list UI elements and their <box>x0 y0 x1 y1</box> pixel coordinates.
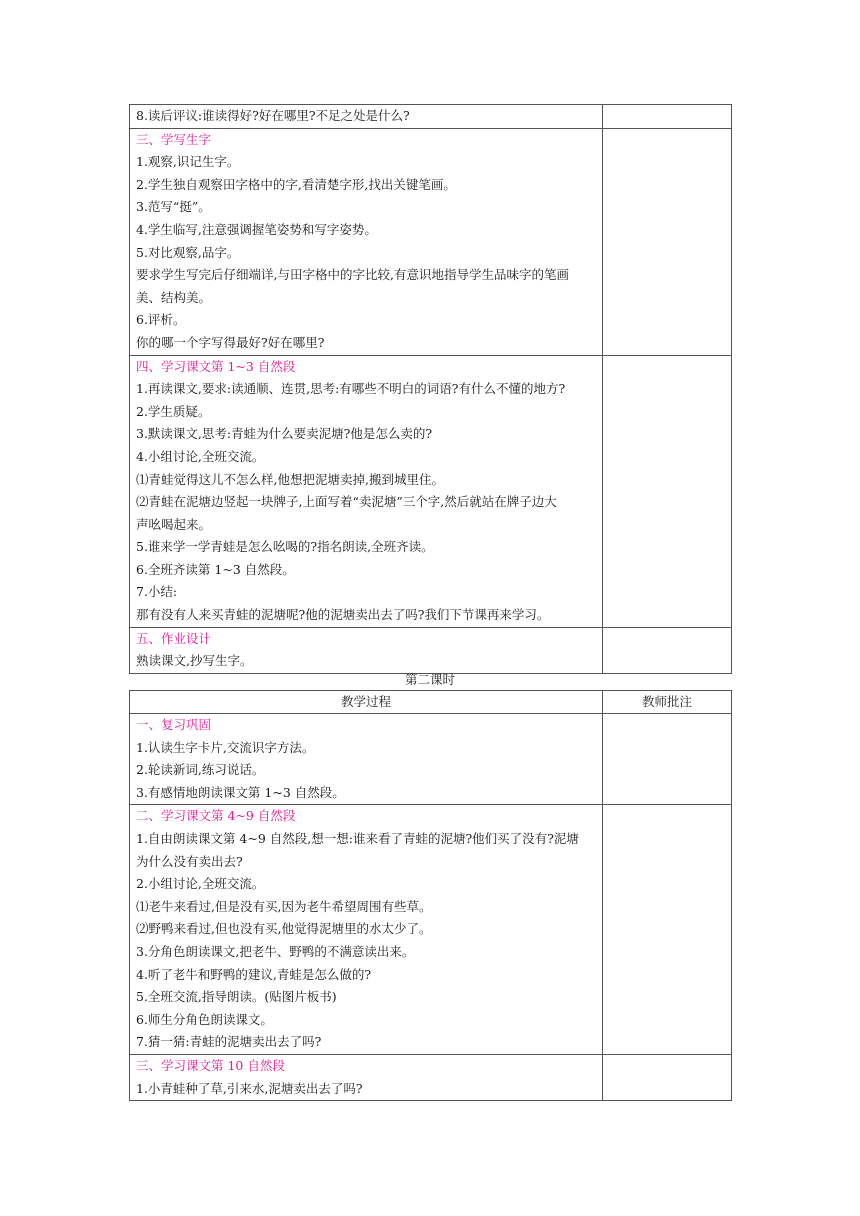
content-line: 6.师生分角色朗读课文。 <box>136 1011 273 1027</box>
section-heading: 三、学习课文第 10 自然段 <box>136 1057 285 1073</box>
content-line: 7.猜一猜:青蛙的泥塘卖出去了吗? <box>136 1034 322 1050</box>
content-line: ⑴老牛来看过,但是没有买,因为老牛希望周围有些草。 <box>136 898 432 914</box>
process-cell <box>130 128 603 355</box>
content-line: 6.评析。 <box>136 312 186 328</box>
content-line: 5.对比观察,品字。 <box>136 244 240 260</box>
notes-cell <box>603 105 732 129</box>
content-line: ⑴青蛙觉得这儿不怎么样,他想把泥塘卖掉,搬到城里住。 <box>136 471 444 487</box>
content-line: 7.小结: <box>136 584 178 600</box>
process-cell <box>130 1054 603 1100</box>
notes-cell <box>603 355 732 627</box>
section-heading: 二、学习课文第 4~9 自然段 <box>136 808 296 824</box>
content-line: 2.小组讨论,全班交流。 <box>136 876 265 892</box>
table-row <box>130 714 732 805</box>
lesson-plan-table-second <box>129 690 732 1101</box>
content-line: 那有没有人来买青蛙的泥塘呢?他的泥塘卖出去了吗?我们下节课再来学习。 <box>136 607 550 623</box>
table-row <box>130 128 732 355</box>
section-heading: 四、学习课文第 1~3 自然段 <box>136 358 296 374</box>
section-heading: 一、复习巩固 <box>136 717 212 732</box>
notes-cell <box>603 805 732 1055</box>
content-line: 4.小组讨论,全班交流。 <box>136 448 265 464</box>
content-line: 1.自由朗读课文第 4~9 自然段,想一想:谁来看了青蛙的泥塘?他们买了没有?泥塘 <box>136 830 579 846</box>
content-line: 3.默读课文,思考:青蛙为什么要卖泥塘?他是怎么卖的? <box>136 426 433 442</box>
section-heading: 五、作业设计 <box>136 630 212 646</box>
content-line: 美、结构美。 <box>136 289 212 305</box>
content-line: ⑵青蛙在泥塘边竖起一块牌子,上面写着“卖泥塘”三个字,然后就站在牌子边大 <box>136 494 557 510</box>
table-row <box>130 627 732 673</box>
table-header-row <box>130 691 732 714</box>
content-line: 2.轮读新词,练习说话。 <box>136 762 265 778</box>
process-cell <box>130 105 603 129</box>
content-line: 3.分角色朗读课文,把老牛、野鸭的不满意读出来。 <box>136 943 415 959</box>
content-line: 4.听了老牛和野鸭的建议,青蛙是怎么做的? <box>136 966 372 982</box>
table-row <box>130 805 732 1055</box>
lesson-plan-table-first <box>129 104 732 674</box>
content-line: 熟读课文,抄写生字。 <box>136 653 253 669</box>
content-line: 1.观察,识记生字。 <box>136 154 240 170</box>
table-row <box>130 105 732 129</box>
content-line: 4.学生临写,注意强调握笔姿势和写字姿势。 <box>136 221 377 237</box>
column-header-process: 教学过程 <box>130 691 603 714</box>
content-line: 3.范写“挺”。 <box>136 199 211 215</box>
content-line: 你的哪一个字写得最好?好在哪里? <box>136 334 325 350</box>
notes-cell <box>603 627 732 673</box>
notes-cell <box>603 714 732 805</box>
content-line: 1.小青蛙种了草,引来水,泥塘卖出去了吗? <box>136 1080 363 1096</box>
content-line: 2.学生质疑。 <box>136 403 211 419</box>
process-cell <box>130 714 603 805</box>
content-line: 为什么没有卖出去? <box>136 853 243 869</box>
table-row <box>130 1054 732 1100</box>
content-line: 8.读后评议:谁读得好?好在哪里?不足之处是什么? <box>136 108 410 123</box>
notes-cell <box>603 1054 732 1100</box>
content-line: ⑵野鸭来看过,但也没有买,他觉得泥塘里的水太少了。 <box>136 921 432 937</box>
section-heading: 三、学写生字 <box>136 131 212 147</box>
content-line: 2.学生独自观察田字格中的字,看清楚字形,找出关键笔画。 <box>136 176 456 192</box>
notes-cell <box>603 128 732 355</box>
lesson-title: 第二课时 <box>404 672 455 687</box>
content-line: 6.全班齐读第 1~3 自然段。 <box>136 561 295 577</box>
content-line: 1.认读生字卡片,交流识字方法。 <box>136 739 315 755</box>
content-line: 5.全班交流,指导朗读。(贴图片板书) <box>136 989 337 1005</box>
content-line: 1.再读课文,要求:读通顺、连贯,思考:有哪些不明白的词语?有什么不懂的地方? <box>136 381 566 397</box>
content-line: 5.谁来学一学青蛙是怎么吆喝的?指名朗读,全班齐读。 <box>136 539 434 555</box>
process-cell <box>130 627 603 673</box>
process-cell <box>130 355 603 627</box>
column-header-notes: 教师批注 <box>603 691 732 714</box>
content-line: 3.有感情地朗读课文第 1~3 自然段。 <box>136 784 345 800</box>
content-line: 声吆喝起来。 <box>136 516 212 532</box>
table-row <box>130 355 732 627</box>
process-cell <box>130 805 603 1055</box>
content-line: 要求学生写完后仔细端详,与田字格中的字比较,有意识地指导学生品味字的笔画 <box>136 267 569 283</box>
